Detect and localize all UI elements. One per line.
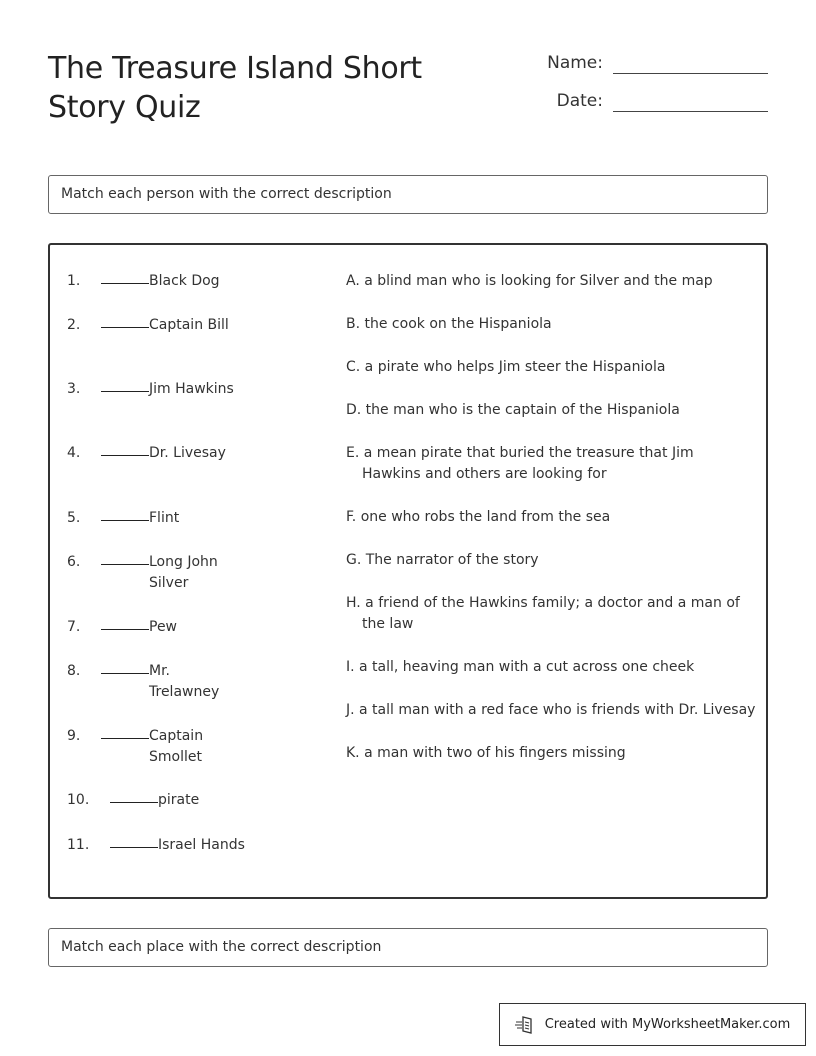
term-item [67,661,239,703]
description-item: I. a tall, heaving man with a cut across one cheek [346,659,695,675]
answer-blank[interactable] [101,271,149,284]
answer-blank[interactable] [101,552,149,565]
term-number: 8. [67,663,81,679]
term-number: 1. [67,273,81,289]
answer-blank[interactable] [101,315,149,328]
page-title: The Treasure Island Short Story Quiz [48,51,422,125]
term-number: 3. [67,381,81,397]
answer-blank[interactable] [110,790,158,803]
instruction-places: Match each place with the correct description [48,928,768,967]
description-item: F. one who robs the land from the sea [346,509,611,525]
term-number: 2. [67,317,81,333]
term-item [67,617,239,638]
answer-blank[interactable] [101,508,149,521]
term-number: 7. [67,619,81,635]
term-text: Long John Silver [149,554,218,591]
term-number: 9. [67,728,81,744]
answer-blank[interactable] [101,379,149,392]
term-item [67,379,239,400]
term-item [67,508,239,529]
description-item: E. a mean pirate that buried the treasure that Jim Hawkins and others are looking for [346,445,694,482]
term-item [67,552,239,594]
term-item [67,271,239,292]
date-field[interactable] [613,90,768,112]
term-text: Flint [149,510,180,526]
name-label: Name: [547,53,603,73]
term-item [67,726,239,768]
answer-blank[interactable] [101,617,149,630]
name-row [545,52,768,74]
term-item [67,315,239,336]
term-text: Israel Hands [158,837,245,853]
credit-badge[interactable] [499,1003,806,1046]
term-item [67,443,239,464]
answer-blank[interactable] [101,726,149,739]
description-item: G. The narrator of the story [346,552,539,568]
term-number: 4. [67,445,81,461]
term-text: pirate [158,792,200,808]
term-number: 6. [67,554,81,570]
term-text: Black Dog [149,273,220,289]
term-text: Mr. Trelawney [149,663,220,700]
answer-blank[interactable] [101,443,149,456]
instruction-persons: Match each person with the correct description [48,175,768,214]
term-text: Dr. Livesay [149,445,226,461]
date-label: Date: [556,91,603,111]
term-text: Captain Smollet [149,728,204,765]
answer-blank[interactable] [110,835,158,848]
worksheet-logo-icon [515,1015,537,1035]
answer-blank[interactable] [101,661,149,674]
credit-text: Created with MyWorksheetMaker.com [544,1017,791,1032]
matching-quiz-box [48,243,768,899]
description-item: J. a tall man with a red face who is friends with Dr. Livesay [346,702,756,718]
term-number: 5. [67,510,81,526]
term-number: 10. [67,792,90,808]
term-text: Jim Hawkins [149,381,234,397]
description-item: D. the man who is the captain of the Hispaniola [346,402,680,418]
term-text: Pew [149,619,178,635]
term-item [67,790,248,811]
term-number: 11. [67,837,90,853]
term-item [67,835,248,856]
description-item: B. the cook on the Hispaniola [346,316,552,332]
description-item: A. a blind man who is looking for Silver and the map [346,273,713,289]
description-item: C. a pirate who helps Jim steer the Hispaniola [346,359,666,375]
description-item: H. a friend of the Hawkins family; a doctor and a man of the law [346,595,740,632]
name-field[interactable] [613,52,768,74]
date-row [545,90,768,112]
description-item: K. a man with two of his fingers missing [346,745,626,761]
term-text: Captain Bill [149,317,229,333]
